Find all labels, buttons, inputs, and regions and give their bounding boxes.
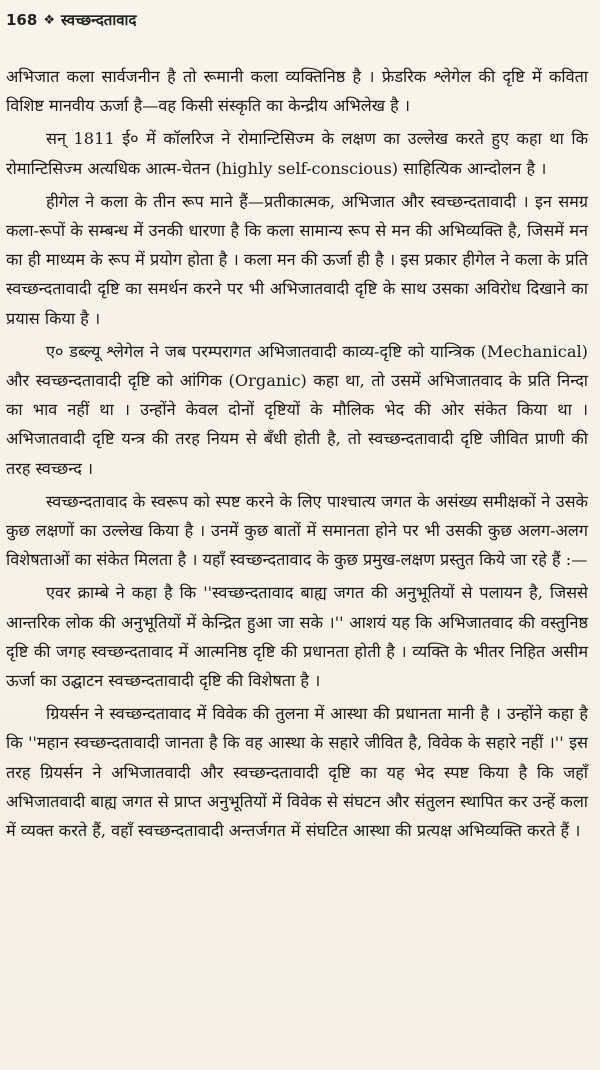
paragraph-2: सन् 1811 ई० में कॉलरिज ने रोमान्टिसिज्म के लक्षण का उल्लेख करते हुए कहा था कि रोमान्टिसिज्म अत्यधिक आत्म-चेतन (highly self-conscious) साहित्यिक आन्दोलन है । <box>6 129 588 178</box>
paragraph-7: ग्रियर्सन ने स्वच्छन्दतावाद में विवेक की तुलना में आस्था की प्रधानता मानी है । उन्होंने कहा है कि ''महान स्वच्छन्दतावादी जानता है कि वह आस्था के सहारे जीवित है, विवेक के सहारे नहीं ।'' इस तरह ग्रियर्सन ने अभिजातवादी और स्वच्छन्दतावादी दृष्टि का यह भेद स्पष्ट किया है कि जहाँ अभिजातवादी बाह्य जगत से प्राप्त अनुभूतियों में विवेक से संघटन और संतुलन स्थापित कर उन्हें कला में व्यक्त करते हैं, वहाँ स्वच्छन्दतावादी अन्तर्जगत में संघटित आस्था की प्रत्यक्ष अभिव्यक्ति करते हैं । <box>6 704 588 841</box>
running-header <box>6 8 588 32</box>
paragraph-6: एवर क्राम्बे ने कहा है कि ''स्वच्छन्दतावाद बाह्य जगत की अनुभूतियों से पलायन है, जिससे आन्तरिक लोक की अनुभूतियों में केन्द्रित हुआ जा सके ।'' आशयं यह कि अभिजातवाद की वस्तुनिष्ठ दृष्टि की जगह स्वच्छन्दतावाद में आत्मनिष्ठ दृष्टि की प्रधानता होती है । व्यक्ति के भीतर निहित असीम ऊर्जा का उद्घाटन स्वच्छन्दतावादी दृष्टि की विशेषता है । <box>6 583 588 691</box>
page-number: 168 <box>6 11 38 29</box>
running-title: स्वच्छन्दतावाद <box>60 11 137 29</box>
paragraph-5: स्वच्छन्दतावाद के स्वरूप को स्पष्ट करने के लिए पाश्चात्य जगत के असंख्य समीक्षकों ने उसके कुछ लक्षणों का उल्लेख किया है । उनमें कुछ बातों में समानता होने पर भी उसकी कुछ अलग-अलग विशेषताओं का संकेत मिलता है । यहाँ स्वच्छन्दतावाद के कुछ प्रमुख-लक्षण प्रस्तुत किये जा रहे हैं :— <box>6 491 588 570</box>
paragraph-3: हीगेल ने कला के तीन रूप माने हैं—प्रतीकात्मक, अभिजात और स्वच्छन्दतावादी । इन समग्र कला-रूपों के सम्बन्ध में उनकी धारणा है कि कला सामान्य रूप से मन की अभिव्यक्ति है, जिसमें मन का ही माध्यम के रूप में प्रयोग होता है । कला मन की ऊर्जा ही है । इस प्रकार हीगेल ने कला के प्रति स्वच्छन्दतावादी दृष्टि का समर्थन करने पर भी अभिजातवादी दृष्टि के साथ उसका अविरोध दिखाने का प्रयास किया है । <box>6 191 588 328</box>
ornament-icon: ❖ <box>43 12 55 28</box>
paragraph-4: ए० डब्ल्यू श्लेगेल ने जब परम्परागत अभिजातवादी काव्य-दृष्टि को यान्त्रिक (Mechanical) और स्वच्छन्दतावादी दृष्टि को आंगिक (Organic) कहा था, तो उसमें अभिजातवाद के प्रति निन्दा का भाव नहीं था । उन्होंने केवल दोनों दृष्टियों के मौलिक भेद की ओर संकेत किया था । अभिजातवादी दृष्टि यन्त्र की तरह नियम से बँधी होती है, तो स्वच्छन्दतावादी दृष्टि जीवित प्राणी की तरह स्वच्छन्द । <box>6 341 588 478</box>
paragraph-1: अभिजात कला सार्वजनीन है तो रूमानी कला व्यक्तिनिष्ठ है । फ्रेडरिक श्लेगेल की दृष्टि में कविता विशिष्ट मानवीय ऊर्जा है—वह किसी संस्कृति का केन्द्रीय अभिलेख है । <box>6 67 588 116</box>
body-text <box>6 62 588 845</box>
